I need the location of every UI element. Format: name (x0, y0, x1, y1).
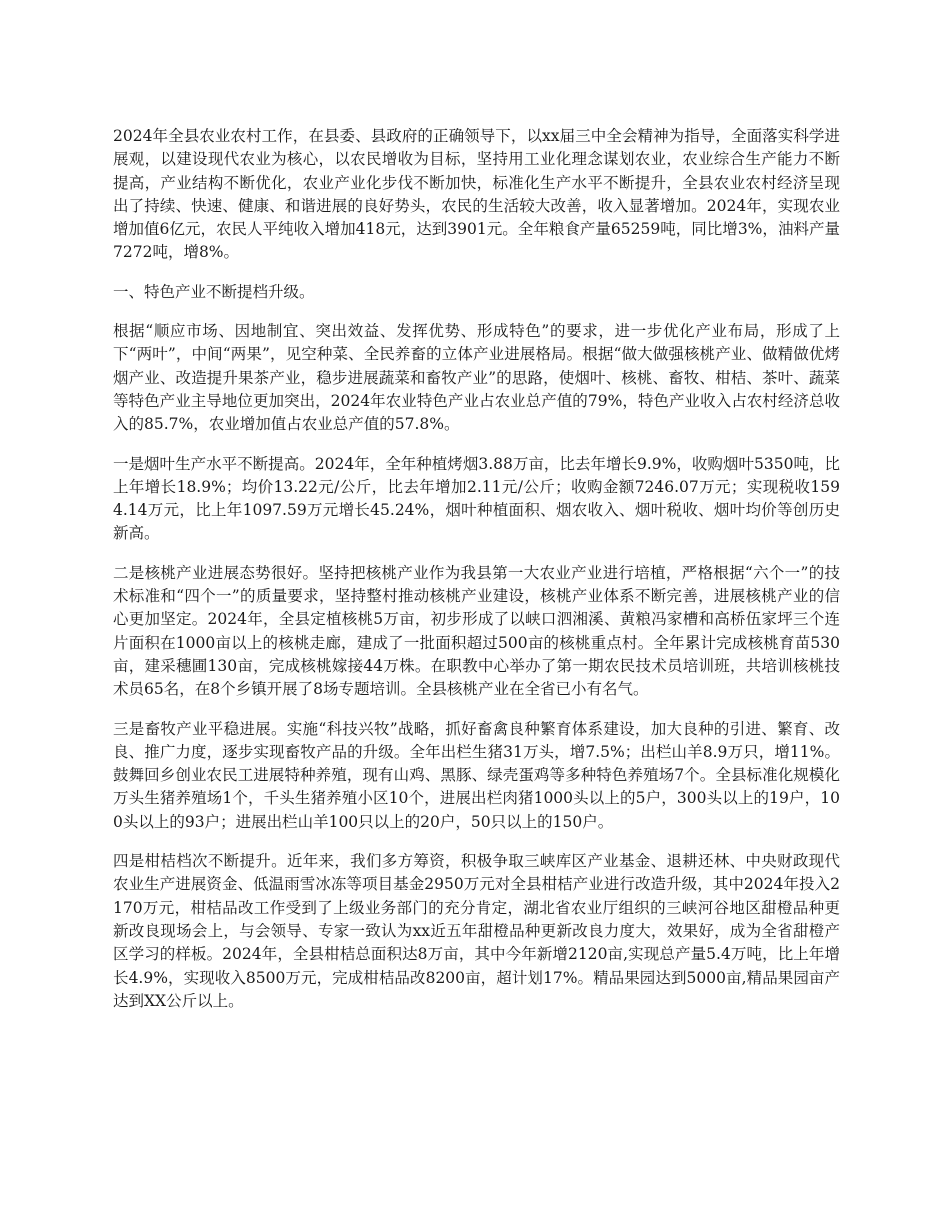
intro-paragraph: 2024年全县农业农村工作，在县委、县政府的正确领导下，以xx届三中全会精神为指导，全面落实科学进展观，以建设现代农业为核心，以农民增收为目标，坚持用工业化理念谋划农业，农业综合生产能力不断提高，产业结构不断优化，农业产业化步伐不断加快，标准化生产水平不断提升，全县农业农村经济呈现出了持续、快速、健康、和谐进展的良好势头，农民的生活较大改善，收入显著增加。2024年，实现农业增加值6亿元，农民人平纯收入增加418元，达到3901元。全年粮食产量65259吨，同比增3%，油料产量7272吨，增8%。 (113, 127, 840, 262)
document-page (113, 125, 840, 1029)
citrus-paragraph: 四是柑桔档次不断提升。近年来，我们多方筹资，积极争取三峡库区产业基金、退耕还林、中央财政现代农业生产进展资金、低温雨雪冰冻等项目基金2950万元对全县柑桔产业进行改造升级，其中2024年投入2170万元，柑桔品改工作受到了上级业务部门的充分肯定，湖北省农业厅组织的三峡河谷地区甜橙品种更新改良现场会上，与会领导、专家一致认为xx近五年甜橙品种更新改良力度大，效果好，成为全省甜橙产区学习的样板。2024年，全县柑桔总面积达8万亩，其中今年新增2120亩,实现总产量5.4万吨，比上年增长4.9%，实现收入8500万元，完成柑桔品改8200亩，超计划17%。精品果园达到5000亩,精品果园亩产达到XX公斤以上。 (113, 852, 840, 1010)
walnut-paragraph: 二是核桃产业进展态势很好。坚持把核桃产业作为我县第一大农业产业进行培植，严格根据“六个一”的技术标准和“四个一”的质量要求，坚持整村推动核桃产业建设，核桃产业体系不断完善，进展核桃产业的信心更加坚定。2024年，全县定植核桃5万亩，初步形成了以峡口泗湘溪、黄粮冯家槽和高桥伍家坪三个连片面积在1000亩以上的核桃走廊，建成了一批面积超过500亩的核桃重点村。全年累计完成核桃育苗530亩，建采穗圃130亩，完成核桃嫁接44万株。在职教中心举办了第一期农民技术员培训班，共培训核桃技术员65名，在8个乡镇开展了8场专题培训。全县核桃产业在全省已小有名气。 (113, 563, 840, 699)
livestock-paragraph: 三是畜牧产业平稳进展。实施“科技兴牧”战略，抓好畜禽良种繁育体系建设，加大良种的引进、繁育、改良、推广力度，逐步实现畜牧产品的升级。全年出栏生猪31万头，增7.5%；出栏山羊8.9万只，增11%。鼓舞回乡创业农民工进展特种养殖，现有山鸡、黑豚、绿壳蛋鸡等多种特色养殖场7个。全县标准化规模化万头生猪养殖场1个，千头生猪养殖小区10个，进展出栏肉猪1000头以上的5户，300头以上的19户，100头以上的93户；进展出栏山羊100只以上的20户，50只以上的150户。 (113, 719, 840, 831)
section-overview-paragraph: 根据“顺应市场、因地制宜、突出效益、发挥优势、形成特色”的要求，进一步优化产业布局，形成了上下“两叶”，中间“两果”，见空种菜、全民养畜的立体产业进展格局。根据“做大做强核桃产业、做精做优烤烟产业、改造提升果茶产业，稳步进展蔬菜和畜牧产业”的思路，使烟叶、核桃、畜牧、柑桔、茶叶、蔬菜等特色产业主导地位更加突出，2024年农业特色产业占农业总产值的79%，特色产业收入占农村经济总收入的85.7%，农业增加值占农业总产值的57.8%。 (113, 322, 840, 434)
tobacco-paragraph: 一是烟叶生产水平不断提高。2024年，全年种植烤烟3.88万亩，比去年增长9.9%，收购烟叶5350吨，比上年增长18.9%；均价13.22元/公斤，比去年增加2.11元/公斤；收购金额7246.07万元；实现税收1594.14万元，比上年1097.59万元增长45.24%，烟叶种植面积、烟农收入、烟叶税收、烟叶均价等创历史新高。 (113, 454, 840, 543)
section-heading: 一、特色产业不断提档升级。 (113, 282, 315, 301)
